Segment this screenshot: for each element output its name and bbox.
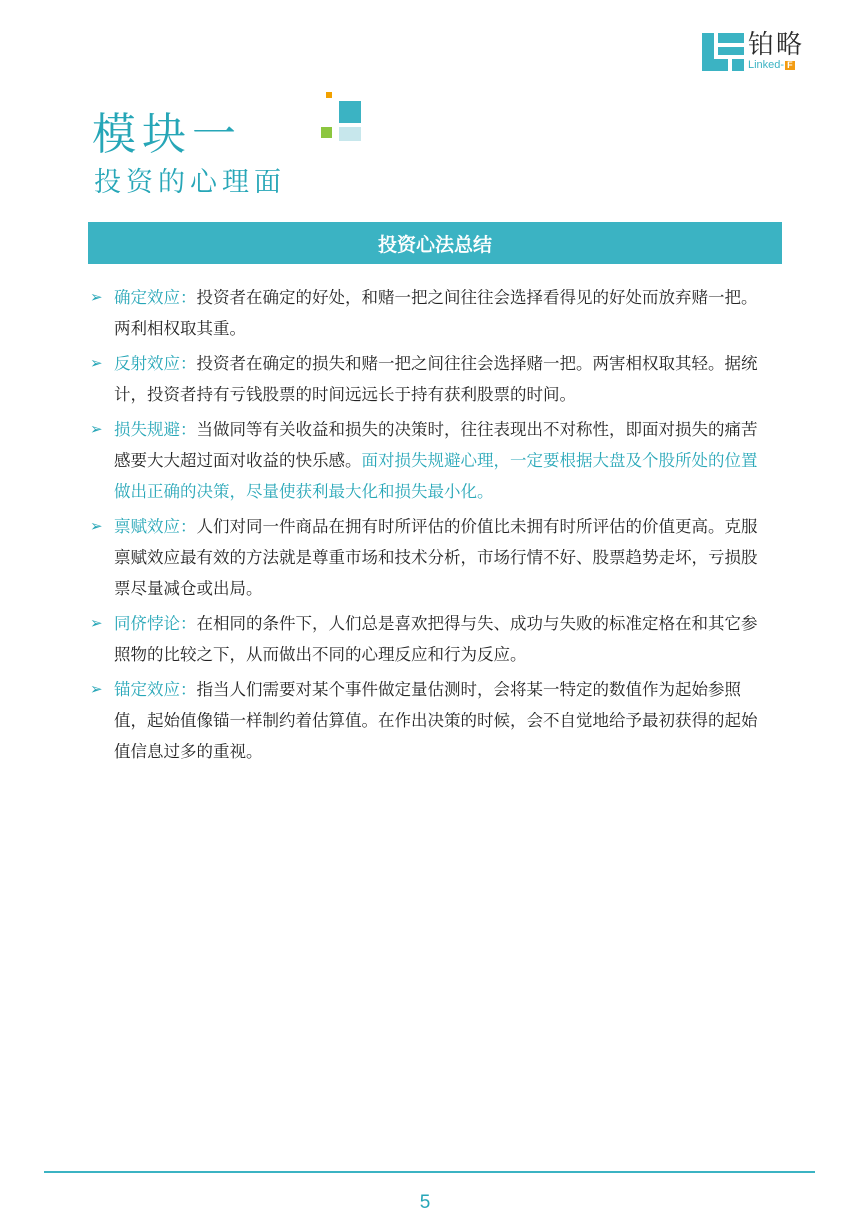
chevron-right-icon: ➢ bbox=[90, 288, 103, 306]
decor-square-green bbox=[321, 127, 332, 138]
list-item bbox=[90, 608, 770, 670]
item-term: 锚定效应： bbox=[114, 680, 197, 699]
logo-en-text: Linked- F bbox=[747, 59, 793, 71]
list-item bbox=[90, 414, 770, 507]
decor-square-teal bbox=[339, 101, 361, 123]
footer-divider bbox=[44, 1171, 815, 1173]
item-highlight: 面对损失规避心理，一定要根据大盘及个股所处的位置做出正确的决策，尽量使获利最大化和损失最小化。 bbox=[114, 451, 758, 501]
item-term: 确定效应： bbox=[114, 288, 197, 307]
item-text: 指当人们需要对某个事件做定量估测时，会将某一特定的数值作为起始参照值，起始值像锚一样制约着估算值。在作出决策的时候，会不自觉地给予最初获得的起始值信息过多的重视。 bbox=[114, 680, 758, 761]
list-item bbox=[90, 674, 770, 767]
chevron-right-icon: ➢ bbox=[90, 420, 103, 438]
module-title: 模块一 bbox=[92, 109, 242, 160]
logo-cn-text: 铂略 bbox=[747, 30, 804, 60]
summary-list bbox=[90, 282, 770, 771]
item-text: 人们对同一件商品在拥有时所评估的价值比未拥有时所评估的价值更高。克服禀赋效应最有效的方法就是尊重市场和技术分析，市场行情不好、股票趋势走坏，亏损股票尽量减仓或出局。 bbox=[114, 517, 758, 598]
item-term: 损失规避： bbox=[114, 420, 197, 439]
item-text: 投资者在确定的损失和赌一把之间往往会选择赌一把。两害相权取其轻。据统计，投资者持有亏钱股票的时间远远长于持有获利股票的时间。 bbox=[114, 354, 758, 404]
logo-mark-icon bbox=[702, 33, 744, 71]
list-item bbox=[90, 511, 770, 604]
item-term: 禀赋效应： bbox=[114, 517, 197, 536]
section-banner: 投资心法总结 bbox=[88, 222, 782, 264]
page-number: 5 bbox=[419, 1192, 431, 1213]
item-text: 在相同的条件下，人们总是喜欢把得与失、成功与失败的标准定格在和其它参照物的比较之下，从而做出不同的心理反应和行为反应。 bbox=[114, 614, 758, 664]
item-text: 当做同等有关收益和损失的决策时，往往表现出不对称性，即面对损失的痛苦感要大大超过面对收益的快乐感。 bbox=[114, 420, 758, 470]
item-term: 同侪悖论： bbox=[114, 614, 197, 633]
list-item bbox=[90, 348, 770, 410]
decor-square-light bbox=[339, 127, 361, 141]
decor-square-orange bbox=[326, 92, 332, 98]
module-subtitle: 投资的心理面 bbox=[94, 167, 286, 198]
chevron-right-icon: ➢ bbox=[90, 680, 103, 698]
brand-logo bbox=[702, 32, 804, 71]
chevron-right-icon: ➢ bbox=[90, 517, 103, 535]
item-term: 反射效应： bbox=[114, 354, 197, 373]
chevron-right-icon: ➢ bbox=[90, 614, 103, 632]
chevron-right-icon: ➢ bbox=[90, 354, 103, 372]
item-text: 投资者在确定的好处，和赌一把之间往往会选择看得见的好处而放弃赌一把。两利相权取其重。 bbox=[114, 288, 758, 338]
list-item bbox=[90, 282, 770, 344]
